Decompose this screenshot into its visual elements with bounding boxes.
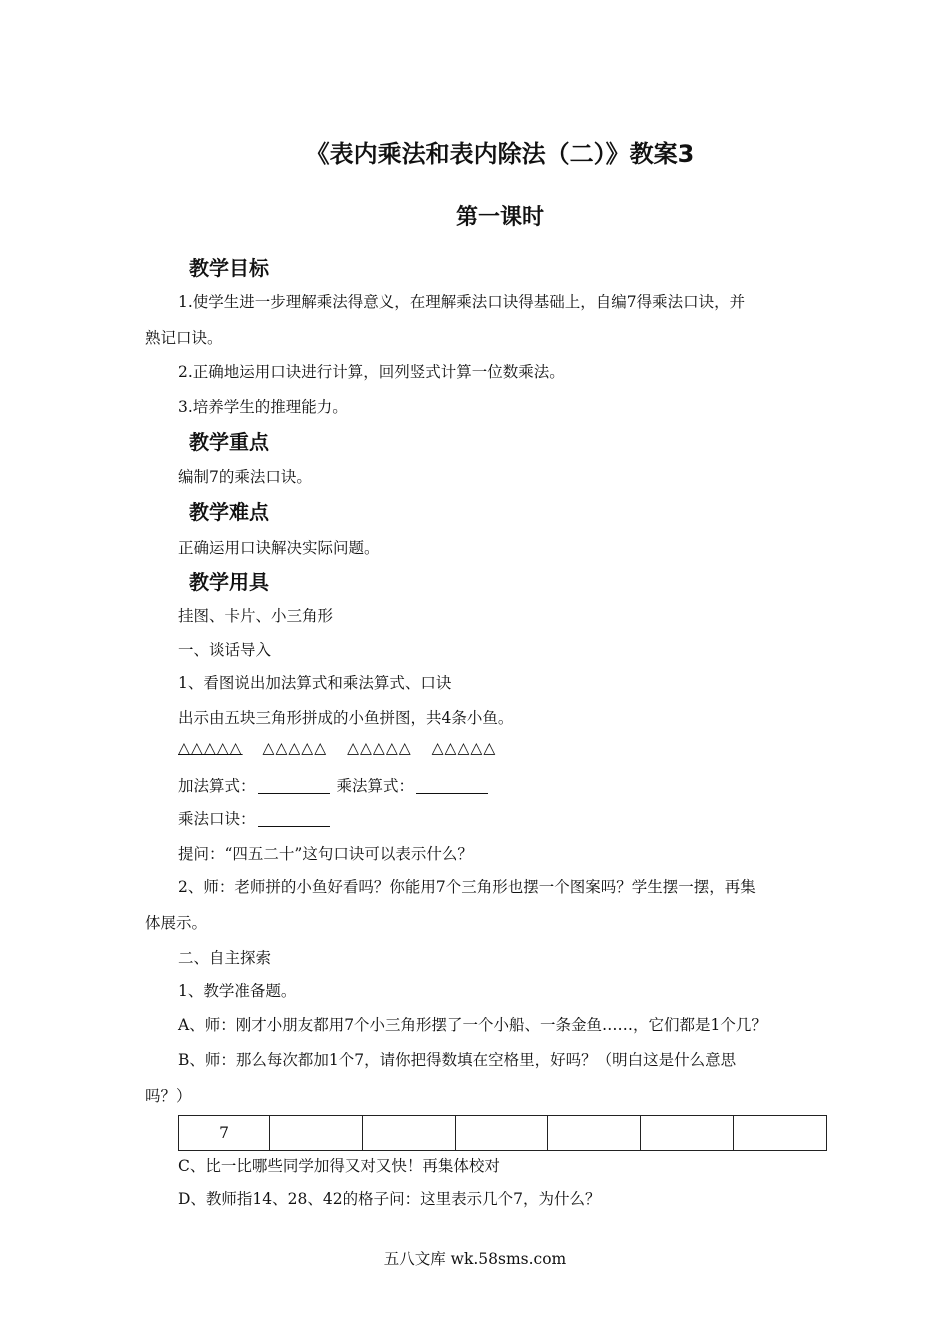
- add-blank: [258, 777, 330, 794]
- goal-2: 2.正确地运用口诀进行计算，回列竖式计算一位数乘法。: [178, 363, 565, 381]
- question: 提问：“四五二十”这句口诀可以表示什么？: [178, 845, 473, 863]
- formula-line: [178, 774, 490, 796]
- grid-cell: [455, 1116, 548, 1151]
- section-1-item-2-line-1: 2、师：老师拼的小鱼好看吗？你能用7个三角形也摆一个图案吗？学生摆一摆，再集: [178, 878, 756, 896]
- difficulty-heading: 教学难点: [189, 500, 269, 524]
- grid-cell: [641, 1116, 734, 1151]
- add-label: 加法算式：: [178, 777, 256, 795]
- page-footer: 五八文库 wk.58sms.com: [383, 1250, 567, 1268]
- section-2-title: 二、自主探索: [178, 949, 272, 967]
- section-1-item-2-line-2: 体展示。: [145, 914, 208, 932]
- tools-text: 挂图、卡片、小三角形: [178, 607, 334, 625]
- mul-blank: [416, 777, 488, 794]
- grid-cell: 7: [179, 1116, 270, 1151]
- grid-cell: [548, 1116, 641, 1151]
- key-text: 编制7的乘法口诀。: [178, 468, 312, 486]
- rhyme-label: 乘法口诀：: [178, 810, 256, 828]
- goal-3: 3.培养学生的推理能力。: [178, 398, 348, 416]
- triangle-group: △△△△△: [431, 739, 497, 757]
- goals-heading: 教学目标: [189, 256, 269, 280]
- triangle-group: △△△△△: [262, 739, 328, 757]
- section-1-show: 出示由五块三角形拼成的小鱼拼图，共4条小鱼。: [178, 709, 514, 727]
- tools-heading: 教学用具: [189, 570, 269, 594]
- triangle-group: △△△△△: [178, 739, 243, 757]
- section-2-B-line-2: 吗？）: [145, 1087, 192, 1105]
- section-2-A: A、师：刚才小朋友都用7个小三角形摆了一个小船、一条金鱼……，它们都是1个几？: [178, 1016, 767, 1034]
- section-2-item-1: 1、教学准备题。: [178, 982, 297, 1000]
- triangle-row: [178, 739, 510, 757]
- doc-title: 《表内乘法和表内除法（二）》教案3: [305, 140, 695, 168]
- grid-cell: [270, 1116, 363, 1151]
- goal-1-line-2: 熟记口诀。: [145, 329, 223, 347]
- mul-label: 乘法算式：: [336, 777, 414, 795]
- goal-1-line-1: 1.使学生进一步理解乘法得意义，在理解乘法口诀得基础上，自编7得乘法口诀，并: [178, 293, 746, 311]
- rhyme-line: [178, 807, 332, 829]
- section-1-item-1: 1、看图说出加法算式和乘法算式、口诀: [178, 674, 452, 692]
- rhyme-blank: [258, 810, 330, 827]
- section-1-title: 一、谈话导入: [178, 641, 272, 659]
- section-2-D: D、教师指14、28、42的格子问：这里表示几个7，为什么？: [178, 1190, 601, 1208]
- key-heading: 教学重点: [189, 430, 269, 454]
- doc-subtitle: 第一课时: [455, 205, 544, 230]
- grid-cell: [734, 1116, 827, 1151]
- grid-cell: [362, 1116, 455, 1151]
- difficulty-text: 正确运用口诀解决实际问题。: [178, 539, 380, 557]
- fill-in-grid: [178, 1115, 827, 1151]
- section-2-B-line-1: B、师：那么每次都加1个7，请你把得数填在空格里，好吗？（明白这是什么意思: [178, 1051, 737, 1069]
- section-2-C: C、比一比哪些同学加得又对又快！再集体校对: [178, 1157, 500, 1175]
- triangle-group: △△△△△: [347, 739, 412, 757]
